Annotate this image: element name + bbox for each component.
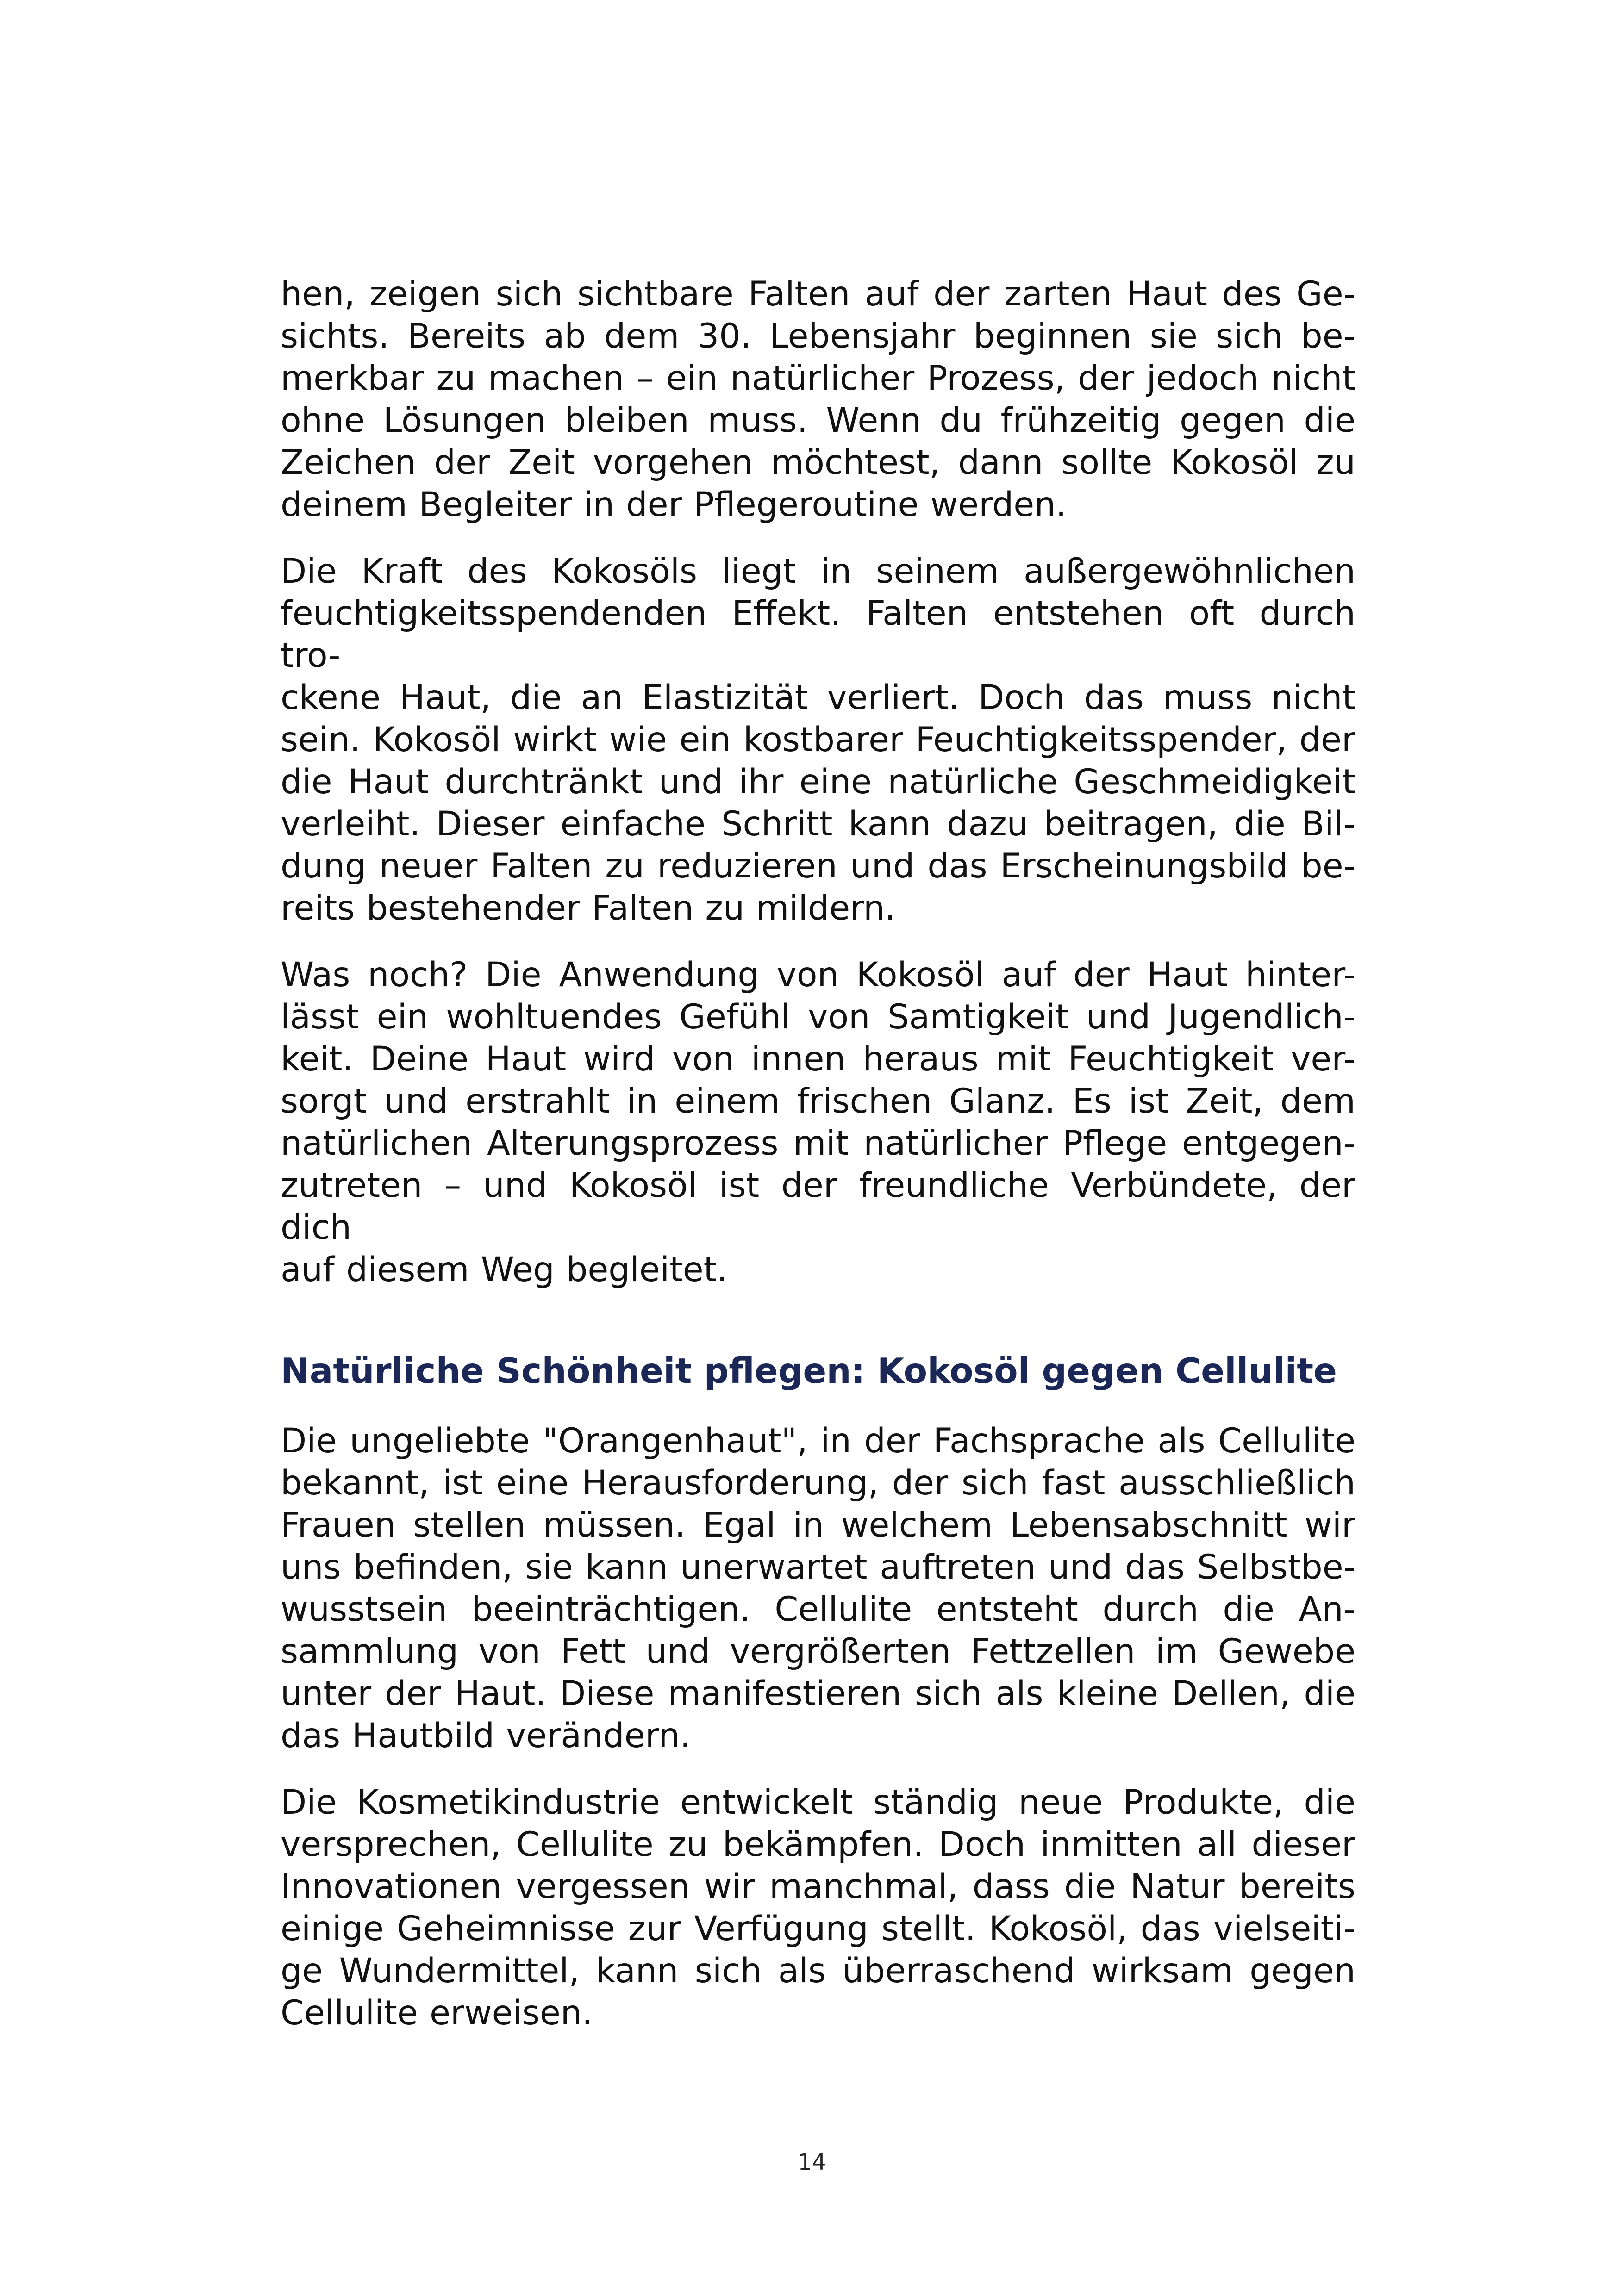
text-line: versprechen, Cellulite zu bekämpfen. Doch inmitten all dieser xyxy=(281,1825,1355,1864)
text-line: sorgt und erstrahlt in einem frischen Glanz. Es ist Zeit, dem xyxy=(281,1082,1355,1121)
section-cellulite xyxy=(281,1420,1355,2034)
text-line: sichts. Bereits ab dem 30. Lebensjahr beginnen sie sich be- xyxy=(281,317,1355,356)
text-line: merkbar zu machen – ein natürlicher Prozess, der jedoch nicht xyxy=(281,359,1355,398)
text-line: ge Wundermittel, kann sich als überraschend wirksam gegen xyxy=(281,1951,1355,1991)
text-line: ckene Haut, die an Elastizität verliert. Doch das muss nicht xyxy=(281,678,1355,717)
page-number: 14 xyxy=(798,2149,826,2175)
text-line: feuchtigkeitsspendenden Effekt. Falten entstehen oft durch tro- xyxy=(281,594,1355,675)
text-line: Die ungeliebte "Orangenhaut", in der Fachsprache als Cellulite xyxy=(281,1421,1355,1461)
section-heading: Natürliche Schönheit pflegen: Kokosöl gegen Cellulite xyxy=(281,1350,1337,1391)
paragraph xyxy=(281,1420,1355,1757)
text-line: Frauen stellen müssen. Egal in welchem Lebensabschnitt wir xyxy=(281,1506,1355,1545)
text-line: Die Kosmetikindustrie entwickelt ständig neue Produkte, die xyxy=(281,1783,1355,1822)
text-line: bekannt, ist eine Herausforderung, der sich fast ausschließlich xyxy=(281,1463,1355,1503)
text-line: ohne Lösungen bleiben muss. Wenn du frühzeitig gegen die xyxy=(281,401,1355,440)
text-line: dung neuer Falten zu reduzieren und das Erscheinungsbild be- xyxy=(281,846,1355,886)
text-line: unter der Haut. Diese manifestieren sich als kleine Dellen, die xyxy=(281,1674,1355,1713)
text-line: das Hautbild verändern. xyxy=(281,1716,691,1755)
paragraph xyxy=(281,954,1355,1291)
document-body xyxy=(281,273,1355,2059)
text-line: deinem Begleiter in der Pflegeroutine werden. xyxy=(281,485,1067,524)
text-line: Zeichen der Zeit vorgehen möchtest, dann sollte Kokosöl zu xyxy=(281,443,1355,482)
paragraph xyxy=(281,1781,1355,2034)
paragraph xyxy=(281,550,1355,929)
text-line: zutreten – und Kokosöl ist der freundliche Verbündete, der dich xyxy=(281,1166,1355,1247)
text-line: hen, zeigen sich sichtbare Falten auf der zarten Haut des Ge- xyxy=(281,274,1355,314)
text-line: keit. Deine Haut wird von innen heraus mit Feuchtigkeit ver- xyxy=(281,1039,1355,1079)
paragraph xyxy=(281,273,1355,526)
section-wrinkles xyxy=(281,273,1355,1291)
text-line: Was noch? Die Anwendung von Kokosöl auf der Haut hinter- xyxy=(281,955,1355,995)
text-line: lässt ein wohltuendes Gefühl von Samtigkeit und Jugendlich- xyxy=(281,997,1355,1037)
text-line: wusstsein beeinträchtigen. Cellulite entsteht durch die An- xyxy=(281,1590,1355,1629)
text-line: Die Kraft des Kokosöls liegt in seinem außergewöhnlichen xyxy=(281,552,1355,591)
text-line: Innovationen vergessen wir manchmal, dass die Natur bereits xyxy=(281,1867,1355,1906)
text-line: sammlung von Fett und vergrößerten Fettzellen im Gewebe xyxy=(281,1632,1355,1671)
text-line: uns befinden, sie kann unerwartet auftreten und das Selbstbe- xyxy=(281,1548,1355,1587)
text-line: Cellulite erweisen. xyxy=(281,1993,593,2033)
text-line: auf diesem Weg begleitet. xyxy=(281,1250,728,1289)
text-line: reits bestehender Falten zu mildern. xyxy=(281,889,896,928)
text-line: natürlichen Alterungsprozess mit natürlicher Pflege entgegen- xyxy=(281,1124,1355,1163)
text-line: verleiht. Dieser einfache Schritt kann dazu beitragen, die Bil- xyxy=(281,804,1355,844)
text-line: einige Geheimnisse zur Verfügung stellt. Kokosöl, das vielseiti- xyxy=(281,1909,1355,1948)
text-line: sein. Kokosöl wirkt wie ein kostbarer Feuchtigkeitsspender, der xyxy=(281,720,1355,759)
text-line: die Haut durchtränkt und ihr eine natürliche Geschmeidigkeit xyxy=(281,762,1355,802)
